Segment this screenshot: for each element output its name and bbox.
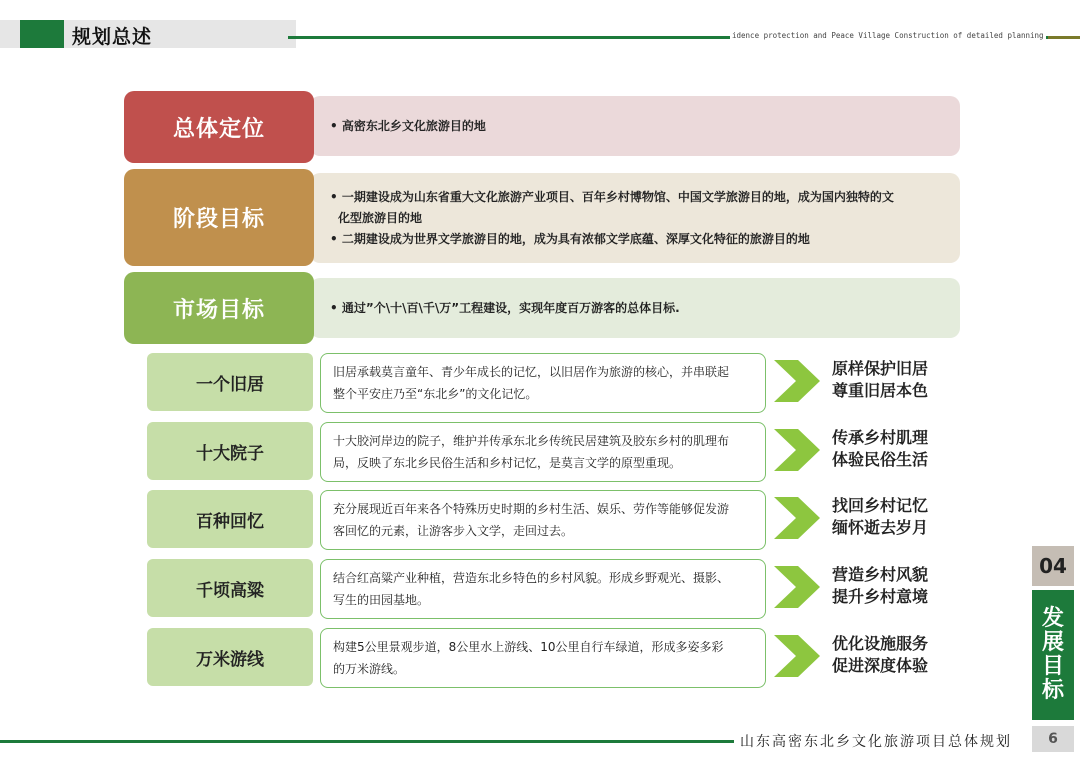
overview-label-market-goals: 市场目标 — [124, 272, 314, 344]
description-line: 旧居承载莫言童年、青少年成长的记忆，以旧居作为旅游的核心，并串联起 — [333, 365, 730, 379]
description-line: 整个平安庄乃至“东北乡”的文化记忆。 — [333, 387, 538, 401]
goal-line: 传承乡村肌理 — [832, 428, 929, 447]
page-title: 规划总述 — [72, 26, 153, 48]
project-name: 一个旧居 — [147, 353, 313, 411]
page-number: 6 — [1032, 726, 1074, 752]
goal-line: 营造乡村风貌 — [832, 565, 929, 584]
project-description — [320, 353, 766, 413]
project-name: 十大院子 — [147, 422, 313, 480]
chevron-right-icon — [772, 356, 822, 406]
overview-line: • 高密东北乡文化旅游目的地 — [330, 118, 486, 133]
description-line: 客回忆的元素，让游客步入文学，走回过去。 — [333, 524, 574, 538]
section-title-char: 目 — [1041, 654, 1064, 679]
section-number: 04 — [1032, 546, 1074, 586]
chevron-right-icon — [772, 631, 822, 681]
footer-rule — [0, 740, 734, 743]
overview-line: • 一期建设成为山东省重大文化旅游产业项目、百年乡村博物馆、中国文学旅游目的地，成为国内独特的文 — [330, 189, 894, 204]
overview-line: • 二期建设成为世界文学旅游目的地，成为具有浓郁文学底蕴、深厚文化特征的旅游目的地 — [330, 231, 810, 246]
chevron-right-icon — [772, 425, 822, 475]
goal-line: 优化设施服务 — [832, 634, 929, 653]
description-line: 局，反映了东北乡民俗生活和乡村记忆，是莫言文学的原型重现。 — [333, 456, 682, 470]
project-description — [320, 628, 766, 688]
goal-line: 促进深度体验 — [832, 656, 929, 675]
project-goal — [832, 495, 928, 539]
project-name: 百种回忆 — [147, 490, 313, 548]
project-name: 千顷高粱 — [147, 559, 313, 617]
project-description — [320, 422, 766, 482]
project-goal — [832, 358, 928, 402]
overview-box-market-goals — [310, 278, 960, 338]
overview-label-stage-goals: 阶段目标 — [124, 169, 314, 266]
footer-title: 山东高密东北乡文化旅游项目总体规划 — [740, 734, 1012, 750]
project-goal — [832, 564, 928, 608]
project-goal — [832, 633, 928, 677]
section-title-char: 发 — [1041, 606, 1064, 631]
project-description — [320, 490, 766, 550]
header-rule-end — [1048, 36, 1080, 39]
description-line: 充分展现近百年来各个特殊历史时期的乡村生活、娱乐、劳作等能够促发游 — [333, 502, 730, 516]
section-title-char: 展 — [1041, 630, 1064, 655]
header-accent — [20, 20, 64, 48]
overview-line: • 通过”个\十\百\千\万”工程建设，实现年度百万游客的总体目标. — [330, 300, 680, 315]
overview-line: 化型旅游目的地 — [338, 210, 423, 225]
overview-box-stage-goals — [310, 173, 960, 263]
goal-line: 提升乡村意境 — [832, 587, 929, 606]
chevron-right-icon — [772, 562, 822, 612]
project-description — [320, 559, 766, 619]
description-line: 十大胶河岸边的院子，维护并传承东北乡传统民居建筑及胶东乡村的肌理布 — [333, 434, 730, 448]
chevron-right-icon — [772, 493, 822, 543]
goal-line: 缅怀逝去岁月 — [832, 518, 929, 537]
goal-line: 原样保护旧居 — [832, 359, 929, 378]
project-goal — [832, 427, 928, 471]
goal-line: 找回乡村记忆 — [832, 496, 929, 515]
project-name: 万米游线 — [147, 628, 313, 686]
goal-line: 体验民俗生活 — [832, 450, 929, 469]
header-subtitle: idence protection and Peace Village Construction of detailed planning — [732, 31, 1044, 40]
section-title-char: 标 — [1041, 678, 1064, 703]
overview-label-positioning: 总体定位 — [124, 91, 314, 163]
description-line: 写生的田园基地。 — [333, 593, 430, 607]
description-line: 构建5公里景观步道，8公里水上游线、10公里自行车绿道，形成多姿多彩 — [333, 640, 724, 654]
goal-line: 尊重旧居本色 — [832, 381, 929, 400]
description-line: 结合红高粱产业种植，营造东北乡特色的乡村风貌。形成乡野观光、摄影、 — [333, 571, 730, 585]
overview-box-positioning — [310, 96, 960, 156]
description-line: 的万米游线。 — [333, 662, 406, 676]
section-title-vertical — [1032, 590, 1074, 720]
